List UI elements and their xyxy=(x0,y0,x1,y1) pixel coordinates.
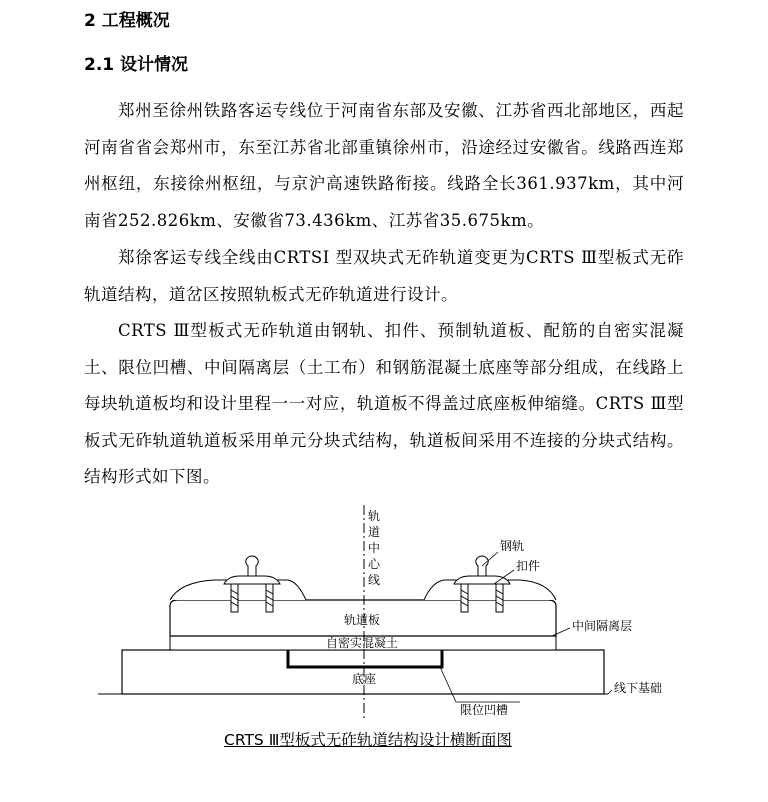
rail-label: 钢轨 xyxy=(500,539,525,553)
subgrade-label: 线下基础 xyxy=(614,681,663,695)
track-slab-label: 轨道板 xyxy=(344,613,381,627)
paragraph-route-description: 郑州至徐州铁路客运专线位于河南省东部及安徽、江苏省西北部地区，西起河南省省会郑州市，东至江苏省北部重镇徐州市，沿途经过安徽省。线路西连郑州枢纽，东接徐州枢纽，与京沪高速铁路衔接。线路全长361.937km，其中河南省252.826km、安徽省73.436km、江苏省35.675km。 xyxy=(84,101,684,230)
scc-label: 自密实混凝土 xyxy=(326,636,399,650)
paragraph-track-structure: CRTS Ⅲ型板式无砟轨道由钢轨、扣件、预制轨道板、配筋的自密实混凝土、限位凹槽、中间隔离层（土工布）和钢筋混凝土底座等部分组成，在线路上每块轨道板均和设计里程一一对应，轨道板不得盖过底座板伸缩缝。CRTS Ⅲ型板式无砟轨道轨道板采用单元分块式结构，轨道板间采用不连接的分块式结构。结构形式如下图。 xyxy=(84,321,684,486)
track-cross-section-diagram xyxy=(0,500,768,802)
fastener-label: 扣件 xyxy=(516,559,541,573)
centerline-label-1: 轨 xyxy=(368,509,381,523)
subsection-heading: 2.1 设计情况 xyxy=(84,55,189,75)
centerline-label-5: 线 xyxy=(368,573,381,587)
base-label: 底座 xyxy=(352,672,377,686)
centerline-label-4: 心 xyxy=(368,557,381,571)
paragraph-track-change: 郑徐客运专线全线由CRTSI 型双块式无砟轨道变更为CRTS Ⅲ型板式无砟轨道结构，道岔区按照轨板式无砟轨道进行设计。 xyxy=(84,248,684,304)
centerline-label-2: 道 xyxy=(368,525,381,539)
figure-caption: CRTS Ⅲ型板式无砟轨道结构设计横断面图 xyxy=(224,731,512,749)
centerline-label-3: 中 xyxy=(368,541,381,555)
groove-label: 限位凹槽 xyxy=(460,703,509,717)
section-heading: 2 工程概况 xyxy=(84,11,170,31)
isolation-layer-label: 中间隔离层 xyxy=(572,619,633,633)
